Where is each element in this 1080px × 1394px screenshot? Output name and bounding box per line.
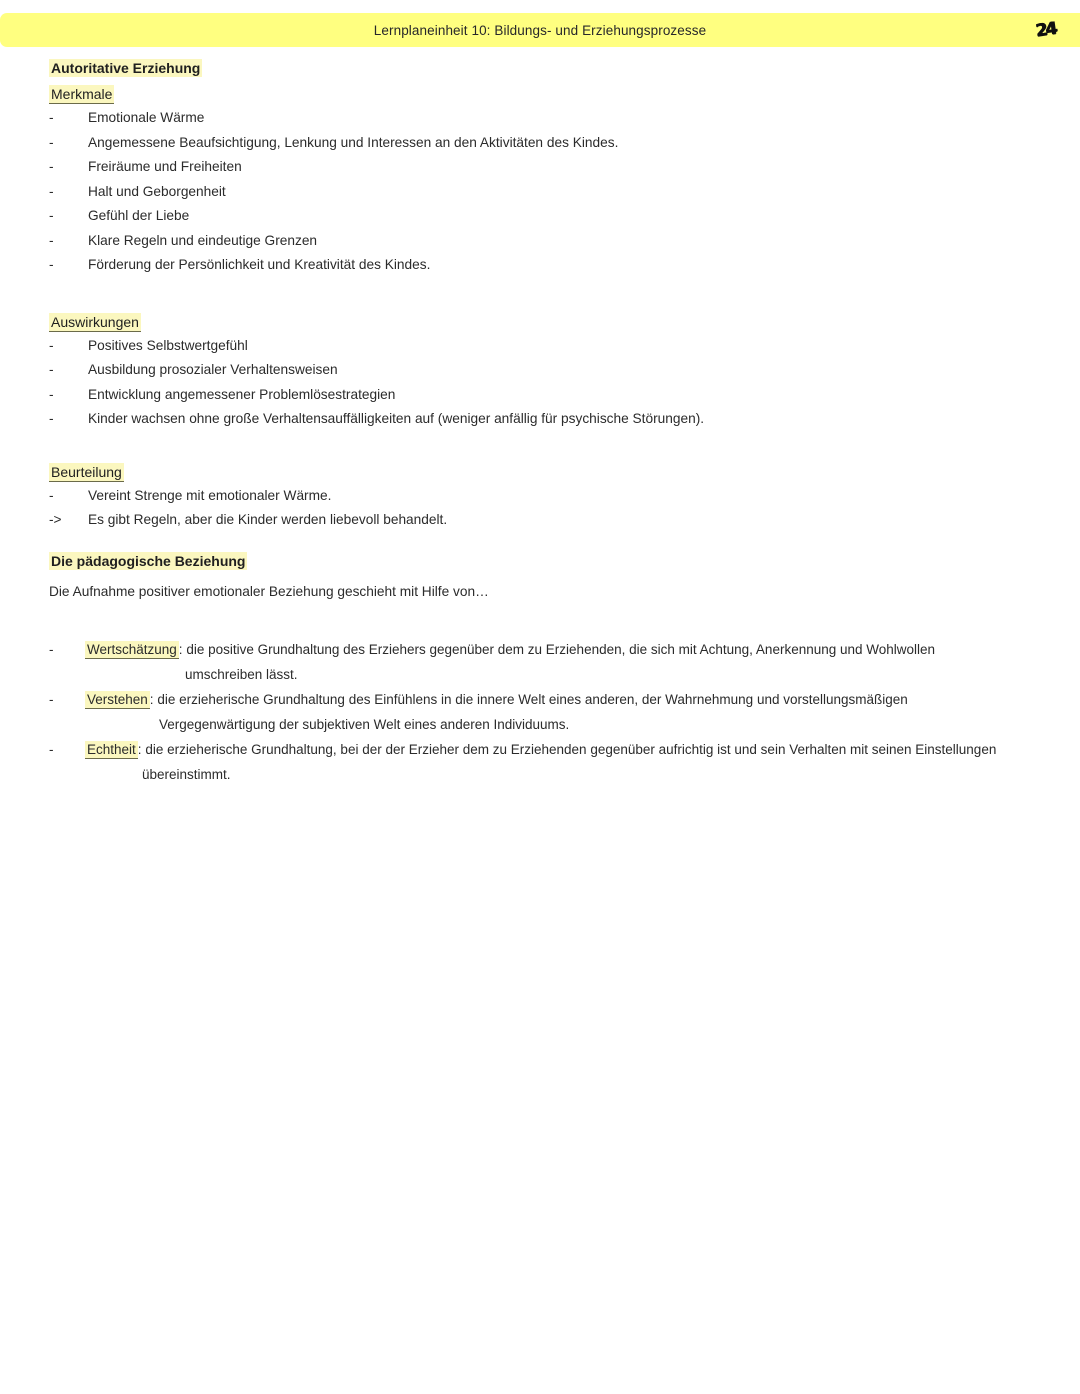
list-item-text: Vereint Strenge mit emotionaler Wärme. [88, 487, 332, 503]
document-body [0, 58, 1080, 787]
definition-text-line2: Vergegenwärtigung der subjektiven Welt eines anderen Individuums. [159, 716, 570, 732]
list-item-text: Ausbildung prosozialer Verhaltensweisen [88, 362, 338, 377]
list-marker: - [49, 232, 54, 248]
keyword-definition-list [0, 637, 1080, 787]
list-item-text: Emotionale Wärme [88, 110, 205, 125]
definition-colon: : [178, 641, 183, 657]
list-item [0, 387, 1080, 412]
list-marker: -> [49, 512, 62, 527]
heading-paedagogische-beziehung [0, 551, 1080, 571]
heading-autoritative-erziehung [0, 58, 1080, 78]
list-item-text: Gefühl der Liebe [88, 208, 190, 223]
list-marker: - [49, 183, 54, 199]
definition-text-line2: übereinstimmt. [142, 766, 231, 782]
list-item [0, 208, 1080, 233]
keyword-verstehen: Verstehen [87, 691, 148, 707]
list-marker: - [49, 134, 54, 150]
definition-body [85, 637, 1080, 687]
list-item-text: Angemessene Beaufsichtigung, Lenkung und Interessen an den Aktivitäten des Kindes. [88, 134, 619, 150]
definition-text-line1: die erzieherische Grundhaltung, bei der der Erzieher dem zu Erziehenden gegenüber aufrichtig ist und sein Verhalten mit seinen Einstellungen [145, 741, 997, 757]
list-item-text: Kinder wachsen ohne große Verhaltensauffälligkeiten auf (weniger anfällig für psychische Störungen). [88, 411, 705, 426]
heading-auswirkungen-text: Auswirkungen [51, 313, 139, 330]
heading-beurteilung [0, 462, 1080, 482]
definition-colon: : [149, 691, 154, 707]
list-marker: - [49, 691, 54, 707]
list-item-text: Freiräume und Freiheiten [88, 159, 242, 174]
heading-autoritative-erziehung-row [0, 58, 1080, 78]
list-item [0, 411, 1080, 436]
beurteilung-list [0, 488, 1080, 537]
list-item [0, 159, 1080, 184]
list-item [0, 637, 1080, 687]
definition-text-line1: die erzieherische Grundhaltung des Einfühlens in die innere Welt eines anderen, der Wahrnehmung und vorstellungsmäßigen [157, 691, 908, 707]
list-item [0, 338, 1080, 363]
auswirkungen-list [0, 338, 1080, 436]
list-marker: - [49, 159, 54, 174]
heading-merkmale [0, 84, 1080, 104]
list-marker: - [49, 386, 54, 402]
heading-auswirkungen [0, 312, 1080, 332]
list-marker: - [49, 641, 54, 657]
list-item [0, 184, 1080, 209]
list-marker: - [49, 362, 54, 377]
keyword-wertschaetzung: Wertschätzung [87, 641, 177, 657]
list-marker: - [49, 208, 54, 223]
heading-paedagogische-beziehung-text: Die pädagogische Beziehung [51, 552, 246, 569]
paedagogische-beziehung-intro: Die Aufnahme positiver emotionaler Beziehung geschieht mit Hilfe von… [49, 583, 489, 599]
list-item [0, 257, 1080, 282]
list-item [0, 512, 1080, 537]
heading-auswirkungen-row [0, 312, 1080, 332]
list-marker: - [49, 337, 54, 353]
list-marker: - [49, 487, 54, 503]
list-item [0, 233, 1080, 258]
definition-colon: : [137, 741, 142, 757]
list-item [0, 110, 1080, 135]
list-item-text: Entwicklung angemessener Problemlösestrategien [88, 386, 396, 402]
definition-body [85, 687, 1080, 737]
list-item-text: Es gibt Regeln, aber die Kinder werden liebevoll behandelt. [88, 512, 448, 527]
definition-body [85, 737, 1080, 787]
list-item [0, 737, 1080, 787]
list-marker: - [49, 411, 54, 426]
list-item [0, 362, 1080, 387]
list-marker: - [49, 110, 54, 125]
heading-paedagogische-beziehung-row [0, 551, 1080, 571]
list-item [0, 135, 1080, 160]
list-item [0, 488, 1080, 513]
definition-text-line1: die positive Grundhaltung des Erziehers gegenüber dem zu Erziehenden, die sich mit Achtung, Anerkennung und Wohlwollen [186, 641, 936, 657]
heading-beurteilung-row [0, 462, 1080, 482]
merkmale-list [0, 110, 1080, 282]
keyword-echtheit: Echtheit [87, 741, 136, 757]
heading-beurteilung-text: Beurteilung [51, 463, 122, 480]
list-item-text: Positives Selbstwertgefühl [88, 337, 248, 353]
heading-autoritative-erziehung-text: Autoritative Erziehung [51, 60, 201, 76]
definition-text-line2: umschreiben lässt. [185, 666, 298, 682]
heading-merkmale-row [0, 84, 1080, 104]
page-number-handwritten: 24 [1035, 18, 1058, 42]
list-marker: - [49, 741, 54, 757]
list-item [0, 687, 1080, 737]
page-header-title: Lernplaneinheit 10: Bildungs- und Erziehungsprozesse [373, 22, 707, 38]
list-marker: - [49, 257, 54, 272]
heading-merkmale-text: Merkmale [51, 86, 113, 102]
list-item-text: Klare Regeln und eindeutige Grenzen [88, 232, 318, 248]
list-item-text: Förderung der Persönlichkeit und Kreativität des Kindes. [88, 257, 431, 272]
page-header-band [0, 13, 1080, 47]
list-item-text: Halt und Geborgenheit [88, 183, 226, 199]
